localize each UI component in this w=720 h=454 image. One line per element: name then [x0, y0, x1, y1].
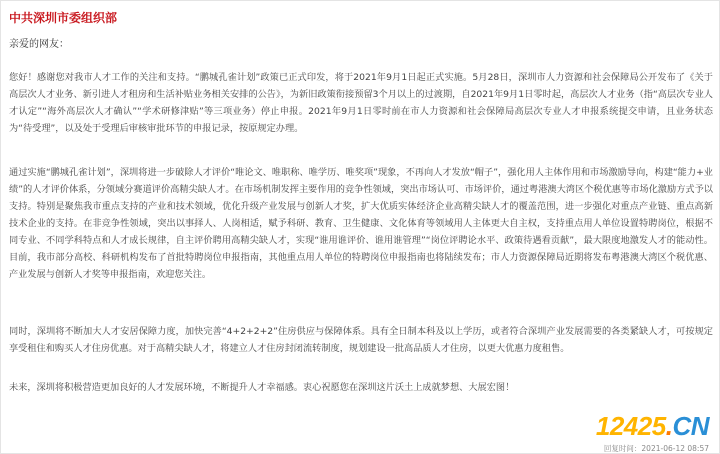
watermark-logo-dot: .	[665, 411, 673, 441]
paragraph-policy-transition: 您好！感谢您对我市人才工作的关注和支持。“鹏城孔雀计划”政策已正式印发，将于2021年9月1日起正式实施。5月28日，深圳市人力资源和社会保障局公开发布了《关于高层次人才业务、新引进人才租房和生活补贴业务相关安排的公告》，为新旧政策衔接预留3个月以上的过渡期，自2021年9月1日零时起，高层次人才业务（指“高层次专业人才认定”“海外高层次人才确认”“学术研修津贴”等三项业务）停止申报。2021年9月1日零时前在市人力资源和社会保障局高层次专业人才申报系统提交申请，且业务状态为“待受理”，以及处于受理后审核审批环节的申报记录，按原规定办理。	[9, 72, 713, 134]
watermark-logo	[596, 413, 709, 439]
watermark-logo-domain: CN	[672, 411, 709, 441]
greeting: 亲爱的网友：	[9, 39, 69, 50]
paragraph-closing: 未来，深圳将积极营造更加良好的人才发展环境，不断提升人才幸福感。衷心祝愿您在深圳这片沃土上成就梦想、大展宏图！	[9, 382, 515, 393]
organization-title: 中共深圳市委组织部	[9, 11, 118, 25]
site-watermark	[595, 411, 709, 453]
watermark-logo-number: 12425	[595, 411, 666, 441]
paragraph-talent-evaluation: 通过实施“鹏城孔雀计划”，深圳将进一步破除人才评价“唯论文、唯职称、唯学历、唯奖项”现象，不再向人才发放“帽子”，强化用人主体作用和市场激励导向，构建“能力+业绩”的人才评价体系，分领域分赛道评价高精尖缺人才。在市场机制发挥主要作用的竞争性领域，突出市场认可、市场评价，通过粤港澳大湾区个税优惠等市场化激励方式予以支持。特别是聚焦我市重点支持的产业和技术领域，优化升级产业发展与创新人才奖，扩大优质实体经济企业高精尖缺人才的覆盖范围，进一步强化对重点产业链、重点高新技术企业的支持。在非竞争性领域，突出以事择人、人岗相适，赋予科研、教育、卫生健康、文化体育等领域用人主体更大自主权，支持重点用人单位设置特聘岗位，根据不同专业、不同学科特点和人才成长规律，自主评价聘用高精尖缺人才，实现“谁用谁评价、谁用谁管理”“岗位评聘论水平、政策待遇看贡献”，最大限度地激发人才的能动性。目前，我市部分高校、科研机构发布了首批特聘岗位申报指南，其他重点用人单位的特聘岗位申报指南也将陆续发布；市人力资源保障局近期将发布粤港澳大湾区个税优惠、产业发展与创新人才奖等申报指南，欢迎您关注。	[9, 167, 713, 280]
reply-time: 回复时间：2021-06-12 08:57	[603, 444, 709, 453]
paragraph-housing: 同时，深圳将不断加大人才安居保障力度，加快完善“4+2+2+2”住房供应与保障体系。具有全日制本科及以上学历，或者符合深圳产业发展需要的各类紧缺人才，可按规定享受租住和购买人才住房优惠。对于高精尖缺人才，将建立人才住房封闭流转制度，规划建设一批高品质人才住房，以更大优惠力度租售。	[9, 326, 713, 354]
